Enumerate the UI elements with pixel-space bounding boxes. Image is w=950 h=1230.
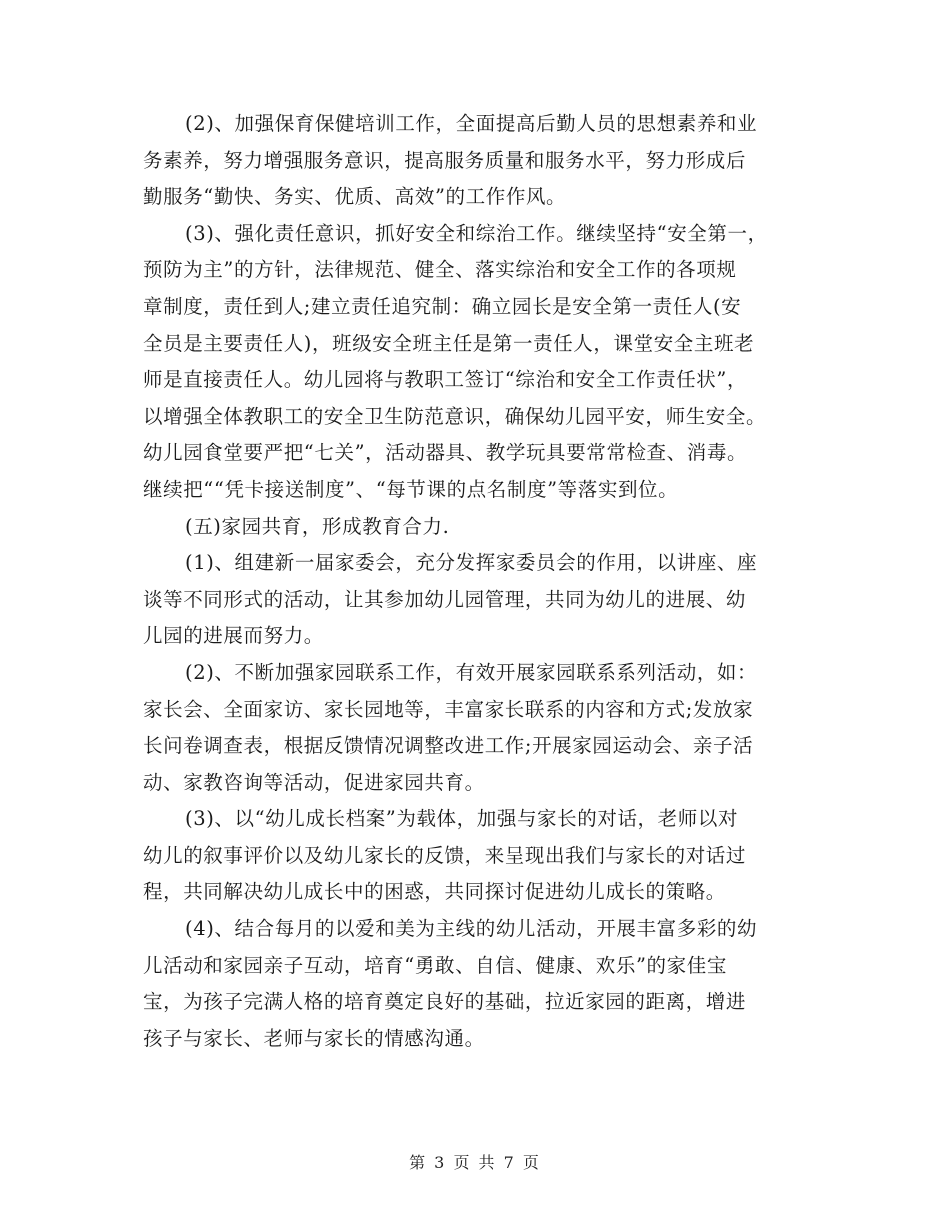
text-line: 动、家教咨询等活动，促进家园共育。 — [143, 770, 485, 794]
text-line: 孩子与家长、老师与家长的情感沟通。 — [143, 1026, 485, 1050]
paragraph-home-contact — [143, 655, 823, 801]
paragraph-growth-archive — [143, 801, 823, 911]
text-line: 谈等不同形式的活动，让其参加幼儿园管理，共同为幼儿的进展、幼 — [143, 587, 747, 611]
document-body — [143, 106, 823, 1057]
text-line: 继续把““凭卡接送制度”、“每节课的点名制度”等落实到位。 — [143, 477, 679, 501]
text-line: (2)、加强保育保健培训工作，全面提高后勤人员的思想素养和业 — [185, 112, 758, 135]
text-line: 程，共同解决幼儿成长中的困惑，共同探讨促进幼儿成长的策略。 — [143, 880, 726, 904]
text-line: 儿园的进展而努力。 — [143, 624, 324, 648]
text-line: 家长会、全面家访、家长园地等，丰富家长联系的内容和方式;发放家 — [143, 697, 754, 721]
text-line: 预防为主”的方针，法律规范、健全、落实综治和安全工作的各项规 — [143, 258, 737, 282]
section-heading-home-school — [143, 509, 823, 546]
text-line: (2)、不断加强家园联系工作，有效开展家园联系系列活动，如： — [185, 660, 758, 684]
text-line: 宝，为孩子完满人格的培育奠定良好的基础，拉近家园的距离，增进 — [143, 990, 747, 1014]
paragraph-monthly-activities — [143, 911, 823, 1057]
text-line: (五)家园共育，形成教育合力. — [185, 514, 450, 538]
text-line: (1)、组建新一届家委会，充分发挥家委员会的作用，以讲座、座 — [185, 551, 758, 575]
text-line: 幼儿的叙事评价以及幼儿家长的反馈，来呈现出我们与家长的对话过 — [143, 843, 747, 867]
text-line: (3)、强化责任意识，抓好安全和综治工作。继续坚持“安全第一， — [185, 221, 768, 245]
text-line: 以增强全体教职工的安全卫生防范意识，确保幼儿园平安，师生安全。 — [143, 404, 767, 428]
text-line: 全员是主要责任人)，班级安全班主任是第一责任人，课堂安全主班老 — [143, 331, 755, 355]
text-line: 勤服务“勤快、务实、优质、高效”的工作作风。 — [143, 185, 567, 209]
text-line: 师是直接责任人。幼儿园将与教职工签订“综治和安全工作责任状”， — [143, 368, 748, 392]
text-line: 幼儿园食堂要严把“七关”，活动器具、教学玩具要常常检查、消毒。 — [143, 441, 748, 465]
text-line: (4)、结合每月的以爱和美为主线的幼儿活动，开展丰富多彩的幼 — [185, 917, 758, 941]
text-line: 长问卷调查表，根据反馈情况调整改进工作;开展家园运动会、亲子活 — [143, 734, 754, 758]
text-line: (3)、以“幼儿成长档案”为载体，加强与家长的对话，老师以对 — [185, 807, 739, 831]
text-line: 务素养，努力增强服务意识，提高服务质量和服务水平，努力形成后 — [143, 148, 747, 172]
paragraph-parent-committee — [143, 545, 823, 655]
page-number: 第 3 页 共 7 页 — [409, 1153, 541, 1172]
text-line: 章制度，责任到人;建立责任追究制：确立园长是安全第一责任人(安 — [143, 294, 742, 318]
paragraph-staff-training — [143, 106, 823, 216]
paragraph-safety-responsibility — [143, 216, 823, 509]
text-line: 儿活动和家园亲子互动，培育“勇敢、自信、健康、欢乐”的家佳宝 — [143, 953, 727, 977]
